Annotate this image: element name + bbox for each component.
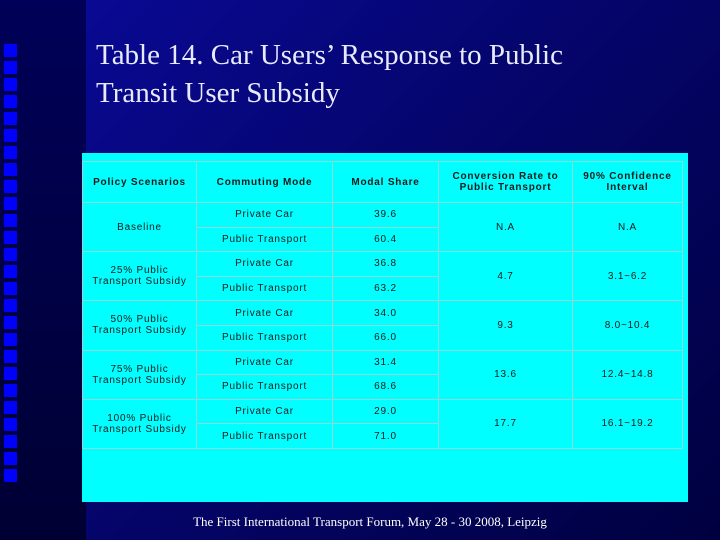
confidence-interval-cell: 12.4~14.8 bbox=[573, 350, 683, 399]
mode-cell: Private Car bbox=[197, 252, 333, 277]
scenario-cell: 50% Public Transport Subsidy bbox=[83, 301, 197, 350]
mode-cell: Public Transport bbox=[197, 424, 333, 449]
square-icon bbox=[4, 435, 17, 448]
header-modal-share: Modal Share bbox=[333, 162, 439, 203]
table-row bbox=[83, 399, 683, 424]
square-icon bbox=[4, 418, 17, 431]
square-icon bbox=[4, 384, 17, 397]
share-cell: 36.8 bbox=[333, 252, 439, 277]
confidence-interval-cell: 3.1~6.2 bbox=[573, 252, 683, 301]
square-icon bbox=[4, 180, 17, 193]
share-cell: 66.0 bbox=[333, 325, 439, 350]
square-icon bbox=[4, 214, 17, 227]
table-row bbox=[83, 350, 683, 375]
conversion-rate-cell: 17.7 bbox=[439, 399, 573, 448]
square-icon bbox=[4, 282, 17, 295]
square-icon bbox=[4, 401, 17, 414]
header-policy-scenarios: Policy Scenarios bbox=[83, 162, 197, 203]
square-icon bbox=[4, 316, 17, 329]
square-icon bbox=[4, 231, 17, 244]
confidence-interval-cell: N.A bbox=[573, 203, 683, 252]
mode-cell: Private Car bbox=[197, 301, 333, 326]
conversion-rate-cell: 13.6 bbox=[439, 350, 573, 399]
mode-cell: Private Car bbox=[197, 203, 333, 228]
square-icon bbox=[4, 112, 17, 125]
share-cell: 71.0 bbox=[333, 424, 439, 449]
square-icon bbox=[4, 95, 17, 108]
square-icon bbox=[4, 265, 17, 278]
square-icon bbox=[4, 367, 17, 380]
confidence-interval-cell: 16.1~19.2 bbox=[573, 399, 683, 448]
square-icon bbox=[4, 452, 17, 465]
share-cell: 60.4 bbox=[333, 227, 439, 252]
square-icon bbox=[4, 78, 17, 91]
square-icon bbox=[4, 44, 17, 57]
table-row bbox=[83, 203, 683, 228]
title-line-1: Table 14. Car Users’ Response to Public bbox=[96, 39, 563, 71]
conversion-rate-cell: 4.7 bbox=[439, 252, 573, 301]
table-row bbox=[83, 301, 683, 326]
header-confidence-interval: 90% Confidence Interval bbox=[573, 162, 683, 203]
slide-title bbox=[96, 36, 696, 112]
mode-cell: Private Car bbox=[197, 350, 333, 375]
scenario-cell: 75% Public Transport Subsidy bbox=[83, 350, 197, 399]
mode-cell: Public Transport bbox=[197, 227, 333, 252]
square-icon bbox=[4, 299, 17, 312]
square-icon bbox=[4, 129, 17, 142]
conversion-rate-cell: 9.3 bbox=[439, 301, 573, 350]
conversion-rate-cell: N.A bbox=[439, 203, 573, 252]
left-decorative-bar bbox=[0, 0, 86, 540]
header-commuting-mode: Commuting Mode bbox=[197, 162, 333, 203]
mode-cell: Public Transport bbox=[197, 325, 333, 350]
scenario-cell: Baseline bbox=[83, 203, 197, 252]
table-header-row bbox=[83, 162, 683, 203]
share-cell: 68.6 bbox=[333, 375, 439, 400]
mode-cell: Public Transport bbox=[197, 375, 333, 400]
square-icon bbox=[4, 146, 17, 159]
square-icon bbox=[4, 350, 17, 363]
title-line-2: Transit User Subsidy bbox=[96, 77, 340, 109]
bullet-square-column bbox=[4, 44, 20, 482]
table-row bbox=[83, 252, 683, 277]
table-panel bbox=[82, 153, 688, 502]
share-cell: 29.0 bbox=[333, 399, 439, 424]
slide-footer: The First International Transport Forum, May 28 - 30 2008, Leipzig bbox=[193, 514, 547, 529]
share-cell: 39.6 bbox=[333, 203, 439, 228]
share-cell: 31.4 bbox=[333, 350, 439, 375]
subsidy-response-table bbox=[82, 161, 683, 449]
square-icon bbox=[4, 469, 17, 482]
share-cell: 34.0 bbox=[333, 301, 439, 326]
scenario-cell: 25% Public Transport Subsidy bbox=[83, 252, 197, 301]
square-icon bbox=[4, 333, 17, 346]
square-icon bbox=[4, 61, 17, 74]
confidence-interval-cell: 8.0~10.4 bbox=[573, 301, 683, 350]
square-icon bbox=[4, 197, 17, 210]
square-icon bbox=[4, 248, 17, 261]
square-icon bbox=[4, 163, 17, 176]
mode-cell: Public Transport bbox=[197, 276, 333, 301]
share-cell: 63.2 bbox=[333, 276, 439, 301]
header-conversion-rate: Conversion Rate to Public Transport bbox=[439, 162, 573, 203]
mode-cell: Private Car bbox=[197, 399, 333, 424]
scenario-cell: 100% Public Transport Subsidy bbox=[83, 399, 197, 448]
